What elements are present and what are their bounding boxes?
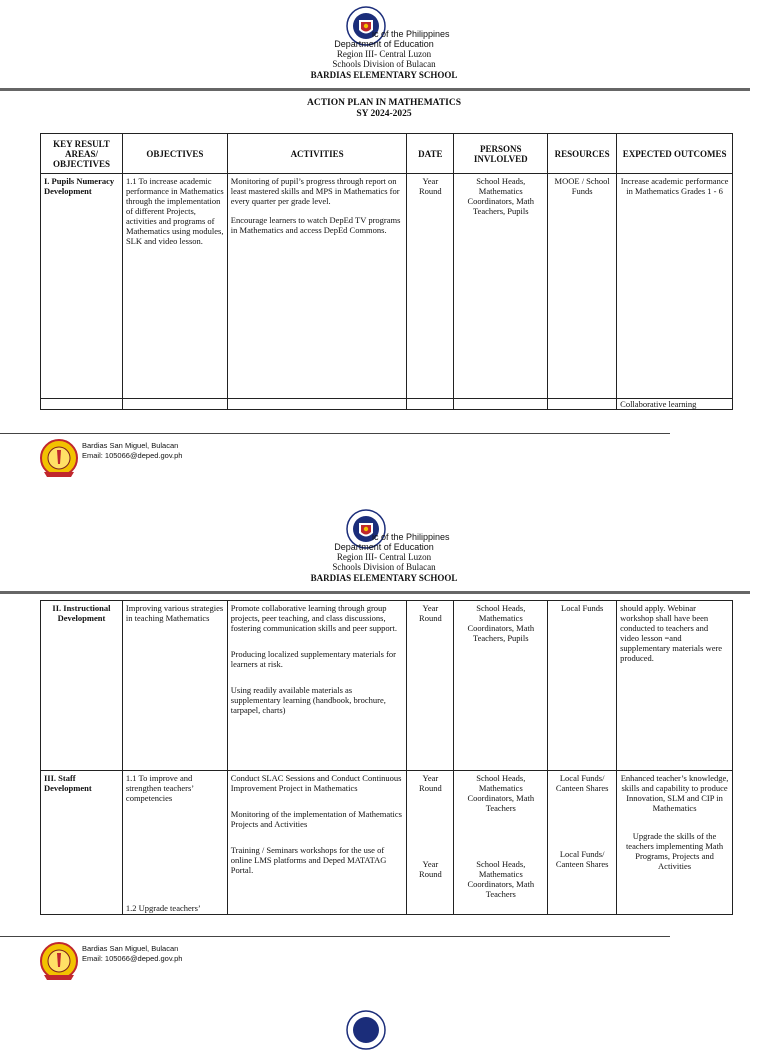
- plan-title: ACTION PLAN IN MATHEMATICS: [306, 98, 462, 108]
- footer-divider: [0, 936, 670, 937]
- footer-address: Bardias San Miguel, Bulacan: [82, 441, 179, 450]
- activity-text: Training / Seminars workshops for the use of online LMS platforms and Deped MATATAG Portal.: [230, 845, 387, 875]
- col-header-resources: RESOURCES: [548, 134, 617, 174]
- table-row: [41, 399, 733, 410]
- action-plan-table-continued: [40, 600, 733, 915]
- col-header-date: DATE: [407, 134, 454, 174]
- table-header-row: [41, 134, 733, 174]
- activities-cell: [227, 174, 407, 399]
- date-cell: [407, 771, 454, 915]
- footer-divider: [0, 433, 670, 434]
- objective-cell: [122, 771, 227, 915]
- activity-text: Conduct SLAC Sessions and Conduct Continuous Improvement Project in Mathematics: [230, 773, 402, 793]
- outcome-cell: should apply. Webinar workshop shall have been conducted to teachers and video lesson =and supplementary materials were produced.: [617, 601, 733, 771]
- col-header-activities: ACTIVITIES: [227, 134, 407, 174]
- school-name: BARDIAS ELEMENTARY SCHOOL: [310, 573, 458, 583]
- region-line: Region III- Central Luzon: [336, 49, 432, 59]
- kra-cell: I. Pupils Numeracy Development: [41, 174, 123, 399]
- table-row: [41, 601, 733, 771]
- date-cell: Year Round: [407, 601, 454, 771]
- outcome-cell: [617, 771, 733, 915]
- resources-cell: [548, 771, 617, 915]
- persons-text: School Heads, Mathematics Coordinators, Math Teachers: [467, 859, 535, 899]
- activity-text: Using readily available materials as supplementary learning (handbook, brochure, tarpapel, charts): [230, 685, 386, 715]
- persons-cell: School Heads, Mathematics Coordinators, Math Teachers, Pupils: [454, 601, 548, 771]
- activity-text: Promote collaborative learning through group projects, peer teaching, and class discussions, fostering communication skills and peer support.: [230, 603, 397, 633]
- school-logo-icon: [38, 941, 80, 983]
- republic-line: ic of the Philippines: [372, 532, 450, 542]
- kra-cell: III. Staff Development: [41, 771, 123, 915]
- activity-text: Monitoring of the implementation of Mathematics Projects and Activities: [230, 809, 402, 829]
- objective-cell: Improving various strategies in teaching Mathematics: [122, 601, 227, 771]
- outcome-cell: Increase academic performance in Mathematics Grades 1 - 6: [617, 174, 733, 399]
- date-text: Year Round: [419, 859, 442, 879]
- department-line: Department of Education: [334, 39, 434, 49]
- header-divider: [0, 591, 750, 594]
- objective-text: 1.1 To improve and strengthen teachers’ competencies: [125, 773, 194, 803]
- table-row: [41, 771, 733, 915]
- region-line: Region III- Central Luzon: [336, 552, 432, 562]
- activities-cell: [227, 601, 407, 771]
- plan-sy: SY 2024-2025: [356, 109, 412, 119]
- objective-cell: 1.1 To increase academic performance in Mathematics through the implementation of different Projects, activities and programs of Mathematics using modules, SLK and video lesson.: [122, 174, 227, 399]
- date-text: Year Round: [419, 773, 442, 793]
- outcome-text: Enhanced teacher’s knowledge, skills and capability to produce Innovation, SLM and CIP in Mathematics: [620, 773, 729, 813]
- division-line: Schools Division of Bulacan: [332, 59, 436, 69]
- resources-text: Local Funds/ Canteen Shares: [555, 849, 609, 869]
- resources-cell: MOOE / School Funds: [548, 174, 617, 399]
- date-cell: Year Round: [407, 174, 454, 399]
- footer-address: Bardias San Miguel, Bulacan: [82, 944, 179, 953]
- header-divider: [0, 88, 750, 91]
- activity-text: Encourage learners to watch DepEd TV programs in Mathematics and access DepEd Commons.: [230, 215, 401, 235]
- persons-text: School Heads, Mathematics Coordinators, Math Teachers: [467, 773, 535, 813]
- col-header-persons: PERSONS INVLOLVED: [454, 134, 548, 174]
- persons-cell: [454, 771, 548, 915]
- activities-cell: [227, 771, 407, 915]
- activity-text: Producing localized supplementary materials for learners at risk.: [230, 649, 396, 669]
- department-line: Department of Education: [334, 542, 434, 552]
- kra-cell: II. Instructional Development: [41, 601, 123, 771]
- division-line: Schools Division of Bulacan: [332, 562, 436, 572]
- persons-cell: School Heads, Mathematics Coordinators, Math Teachers, Pupils: [454, 174, 548, 399]
- school-name: BARDIAS ELEMENTARY SCHOOL: [310, 70, 458, 80]
- resources-cell: Local Funds: [548, 601, 617, 771]
- footer-email: Email: 105066@deped.gov.ph: [82, 954, 183, 963]
- outcome-cell: Collaborative learning: [617, 399, 733, 410]
- resources-text: Local Funds/ Canteen Shares: [555, 773, 609, 793]
- col-header-kra: KEY RESULT AREAS/ OBJECTIVES: [41, 134, 123, 174]
- deped-seal-icon: [346, 1010, 386, 1050]
- objective-text: 1.2 Upgrade teachers’: [125, 903, 201, 913]
- col-header-outcomes: EXPECTED OUTCOMES: [617, 134, 733, 174]
- footer-email: Email: 105066@deped.gov.ph: [82, 451, 183, 460]
- school-logo-icon: [38, 438, 80, 480]
- activity-text: Monitoring of pupil’s progress through report on least mastered skills and MPS in Mathematics for every quarter per grade level.: [230, 176, 400, 206]
- col-header-objectives: OBJECTIVES: [122, 134, 227, 174]
- republic-line: ic of the Philippines: [372, 29, 450, 39]
- table-row: [41, 174, 733, 399]
- action-plan-table: [40, 133, 733, 410]
- outcome-text: Upgrade the skills of the teachers implementing Math Programs, Projects and Activities: [625, 831, 724, 871]
